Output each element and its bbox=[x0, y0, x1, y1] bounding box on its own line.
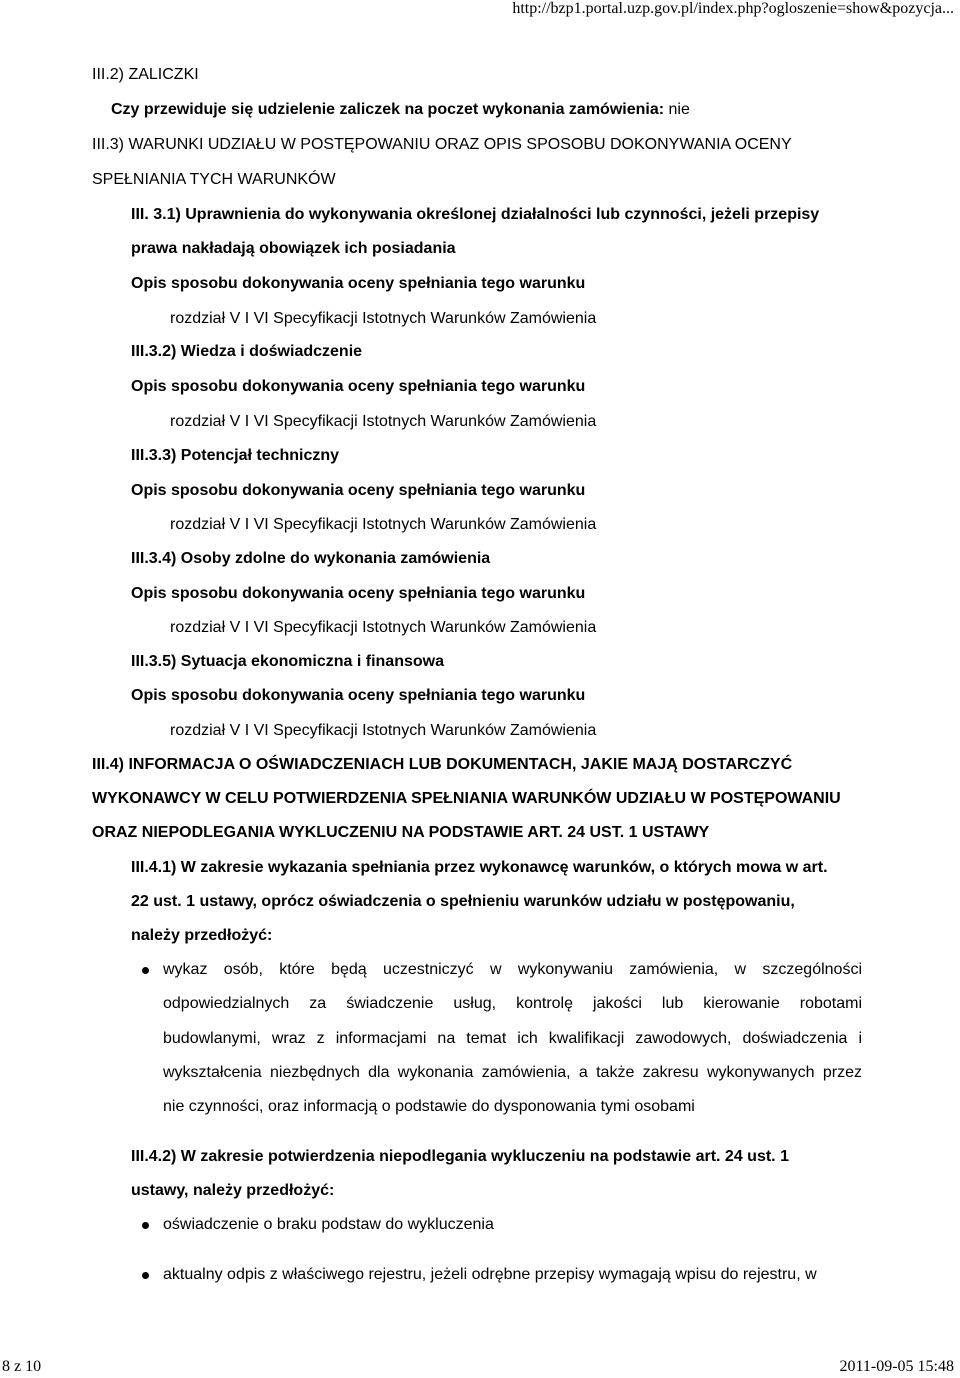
list-bullet bbox=[142, 1222, 149, 1229]
opis-label-5: Opis sposobu dokonywania oceny spełniania tego warunku bbox=[131, 687, 586, 704]
advance-payment-question: Czy przewiduje się udzielenie zaliczek na poczet wykonania zamówienia: bbox=[111, 101, 665, 118]
opis-value-1: rozdział V I VI Specyfikacji Istotnych Warunków Zamówienia bbox=[170, 310, 597, 327]
section-3-4-1-line2: 22 ust. 1 ustawy, oprócz oświadczenia o spełnieniu warunków udziału w postępowaniu, bbox=[131, 893, 795, 910]
page-number: 8 z 10 bbox=[2, 1358, 42, 1375]
opis-label-2: Opis sposobu dokonywania oceny spełniania tego warunku bbox=[131, 378, 586, 395]
section-3-3-1-line1: III. 3.1) Uprawnienia do wykonywania określonej działalności lub czynności, jeżeli przepisy bbox=[131, 206, 820, 223]
bullet1-line2: odpowiedzialnych za świadczenie usług, kontrolę jakości lub kierowanie robotami bbox=[163, 995, 862, 1012]
section-3-4-1-line1: III.4.1) W zakresie wykazania spełniania przez wykonawcę warunków, o których mowa w art. bbox=[131, 859, 828, 876]
section-3-4-title-line3: ORAZ NIEPODLEGANIA WYKLUCZENIU NA PODSTAWIE ART. 24 UST. 1 USTAWY bbox=[92, 824, 710, 841]
section-3-3-4-title: III.3.4) Osoby zdolne do wykonania zamówienia bbox=[131, 550, 491, 567]
opis-value-2: rozdział V I VI Specyfikacji Istotnych Warunków Zamówienia bbox=[170, 413, 597, 430]
section-3-2-title: III.2) ZALICZKI bbox=[92, 66, 199, 83]
advance-payment-answer: nie bbox=[664, 101, 690, 118]
opis-label-4: Opis sposobu dokonywania oceny spełniania tego warunku bbox=[131, 585, 586, 602]
section-3-4-2-line1: III.4.2) W zakresie potwierdzenia niepodlegania wykluczeniu na podstawie art. 24 ust. 1 bbox=[131, 1148, 789, 1165]
section-3-3-3-title: III.3.3) Potencjał techniczny bbox=[131, 447, 340, 464]
page-url-header: http://bzp1.portal.uzp.gov.pl/index.php?ogloszenie=show&pozycja... bbox=[512, 0, 954, 17]
section-3-4-1-line3: należy przedłożyć: bbox=[131, 927, 273, 944]
opis-value-4: rozdział V I VI Specyfikacji Istotnych Warunków Zamówienia bbox=[170, 619, 597, 636]
section-3-4-2-line2: ustawy, należy przedłożyć: bbox=[131, 1182, 335, 1199]
section-3-3-2-title: III.3.2) Wiedza i doświadczenie bbox=[131, 343, 363, 360]
section-3-3-1-line2: prawa nakładają obowiązek ich posiadania bbox=[131, 240, 456, 257]
section-3-3-5-title: III.3.5) Sytuacja ekonomiczna i finansowa bbox=[131, 653, 444, 670]
bullet1-line3: budowlanymi, wraz z informacjami na temat ich kwalifikacji zawodowych, doświadczenia i bbox=[163, 1030, 862, 1047]
list-bullet bbox=[142, 1272, 149, 1279]
section-3-4-title-line2: WYKONAWCY W CELU POTWIERDZENIA SPEŁNIANIA WARUNKÓW UDZIAŁU W POSTĘPOWANIU bbox=[92, 790, 841, 807]
opis-value-3: rozdział V I VI Specyfikacji Istotnych Warunków Zamówienia bbox=[170, 516, 597, 533]
section-3-3-title-line1: III.3) WARUNKI UDZIAŁU W POSTĘPOWANIU ORAZ OPIS SPOSOBU DOKONYWANIA OCENY bbox=[92, 136, 792, 153]
section-3-3-title-line2: SPEŁNIANIA TYCH WARUNKÓW bbox=[92, 171, 336, 188]
bullet2-text: oświadczenie o braku podstaw do wykluczenia bbox=[163, 1216, 494, 1233]
opis-label-1: Opis sposobu dokonywania oceny spełniania tego warunku bbox=[131, 275, 586, 292]
section-3-4-title-line1: III.4) INFORMACJA O OŚWIADCZENIACH LUB DOKUMENTACH, JAKIE MAJĄ DOSTARCZYĆ bbox=[92, 756, 793, 773]
bullet1-line1: wykaz osób, które będą uczestniczyć w wykonywaniu zamówienia, w szczególności bbox=[163, 961, 862, 978]
bullet1-line5: nie czynności, oraz informacją o podstawie do dysponowania tymi osobami bbox=[163, 1098, 695, 1115]
advance-payment-line bbox=[111, 100, 690, 120]
print-datetime: 2011-09-05 15:48 bbox=[839, 1358, 954, 1375]
bullet1-line4: wykształcenia niezbędnych dla wykonania zamówienia, a także zakresu wykonywanych przez bbox=[163, 1064, 862, 1081]
opis-label-3: Opis sposobu dokonywania oceny spełniania tego warunku bbox=[131, 482, 586, 499]
opis-value-5: rozdział V I VI Specyfikacji Istotnych Warunków Zamówienia bbox=[170, 722, 597, 739]
list-bullet bbox=[142, 967, 149, 974]
bullet3-text: aktualny odpis z właściwego rejestru, jeżeli odrębne przepisy wymagają wpisu do rejestru, w bbox=[163, 1266, 817, 1283]
